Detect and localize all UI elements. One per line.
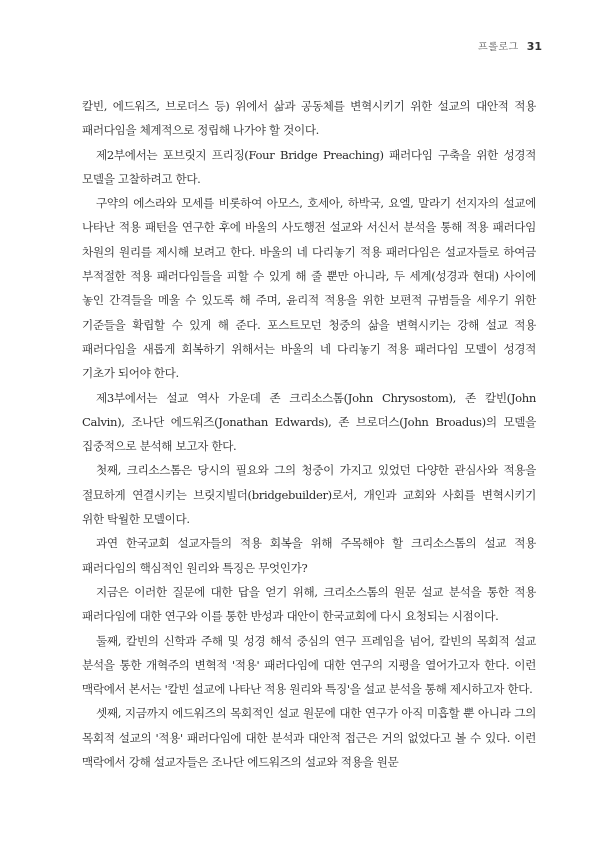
paragraph: 둘째, 칼빈의 신학과 주해 및 성경 해석 중심의 연구 프레임을 넘어, 칼빈의 목회적 설교 분석을 통한 개혁주의 변혁적 '적용' 패러다임에 대한 연구의 지평을 열어가고자 한다. 이런 맥락에서 본서는 '칼빈 설교에 나타난 적용 원리와 특징'을 설교 분석을 통해 제시하고자 한다. bbox=[82, 633, 536, 697]
paragraph: 구약의 에스라와 모세를 비롯하여 아모스, 호세아, 하박국, 요엘, 말라기 선지자의 설교에 나타난 적용 패턴을 연구한 후에 바울의 사도행전 설교와 서신서 분석을 통해 적용 패러다임 차원의 원리를 제시해 보려고 한다. 바울의 네 다리놓기 적용 패러다임은 설교자들로 하여금 부적절한 적용 패러다임들을 피할 수 있게 해 줄 뿐만 아니라, 두 세계(성경과 현대) 사이에 놓인 간격들을 메울 수 있도록 해 주며, 윤리적 적용을 위한 보편적 규범들을 세우기 위한 기준들을 확립할 수 있게 해 준다. 포스트모던 청중의 삶을 변혁시키는 강해 설교 적용 패러다임을 새롭게 회복하기 위해서는 바울의 네 다리놓기 적용 패러다임 모델이 성경적 기초가 되어야 한다. bbox=[82, 196, 536, 381]
paragraph: 과연 한국교회 설교자들의 적용 회복을 위해 주목해야 할 크리소스톰의 설교 적용 패러다임의 핵심적인 원리와 특징은 무엇인가? bbox=[82, 536, 536, 575]
page-number: 31 bbox=[526, 40, 542, 53]
paragraph: 셋째, 지금까지 에드워즈의 목회적인 설교 원문에 대한 연구가 아직 미흡할 뿐 아니라 그의 목회적 설교의 '적용' 패러다임에 대한 분석과 대안적 접근은 거의 없었다고 볼 수 있다. 이런 맥락에서 강해 설교자들은 조나단 에드워즈의 설교와 적용을 원문 bbox=[82, 706, 536, 770]
body-text bbox=[82, 94, 536, 774]
paragraph: 제3부에서는 설교 역사 가운데 존 크리소스톰(John Chrysostom), 존 칼빈(John Calvin), 조나단 에드워즈(Jonathan Edwards), 존 브로더스(John Broadus)의 모델을 집중적으로 분석해 보고자 한다. bbox=[82, 390, 536, 454]
paragraph: 제2부에서는 포브릿지 프리징(Four Bridge Preaching) 패러다임 구축을 위한 성경적 모델을 고찰하려고 한다. bbox=[82, 147, 536, 186]
paragraph: 지금은 이러한 질문에 대한 답을 얻기 위해, 크리소스톰의 원문 설교 분석을 통한 적용 패러다임에 대한 연구와 이를 통한 반성과 대안이 한국교회에 다시 요청되는 시점이다. bbox=[82, 584, 536, 624]
paragraph: 칼빈, 에드워즈, 브로더스 등) 위에서 삶과 공동체를 변혁시키기 위한 설교의 대안적 적용 패러다임을 체계적으로 정립해 나가야 할 것이다. bbox=[82, 99, 536, 138]
running-header-title: 프롤로그 bbox=[478, 42, 519, 53]
paragraph: 첫째, 크리소스톰은 당시의 필요와 그의 청중이 가지고 있었던 다양한 관심사와 적용을 절묘하게 연결시키는 브릿지빌더(bridgebuilder)로서, 개인과 교회와 사회를 변혁시키기 위한 탁월한 모델이다. bbox=[82, 463, 536, 527]
running-header bbox=[478, 38, 542, 53]
